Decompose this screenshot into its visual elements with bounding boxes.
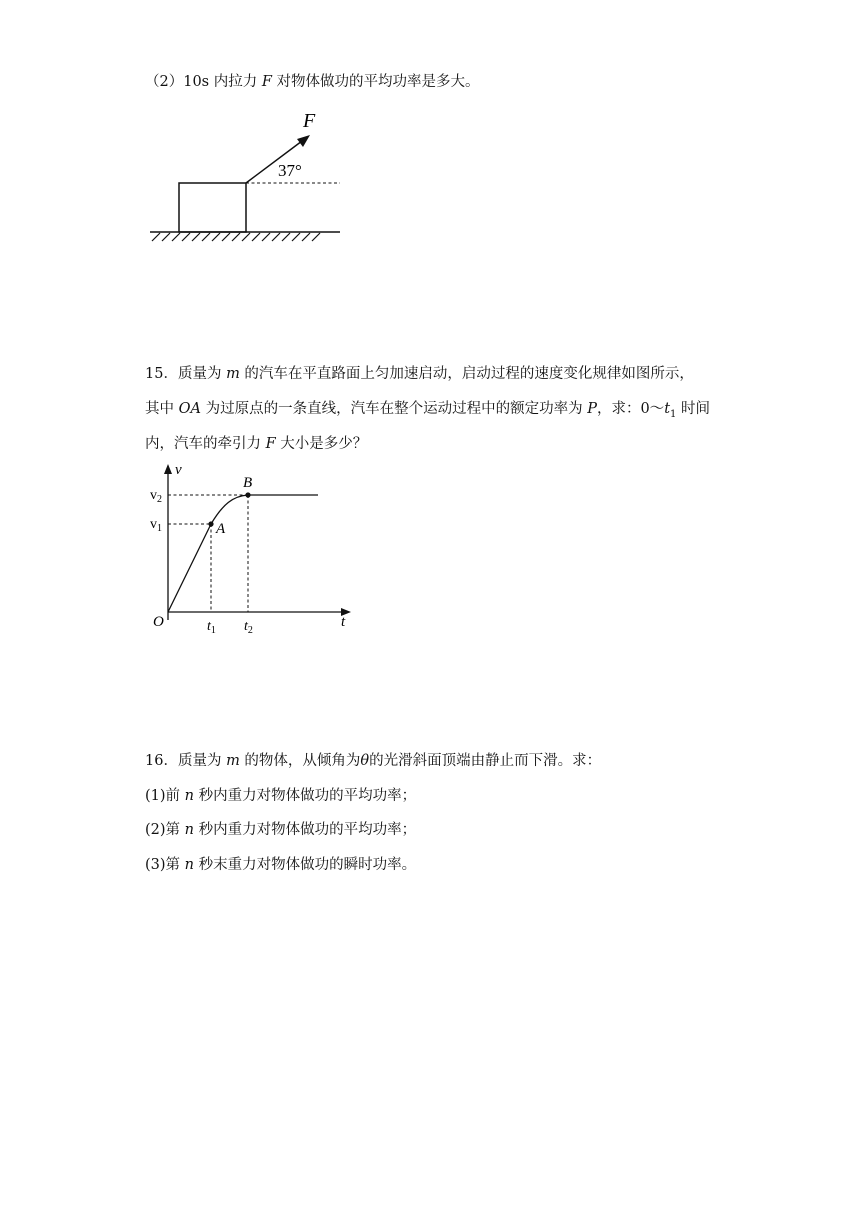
q15-line3: 内，汽车的牵引力 F 大小是多少？ (145, 436, 368, 452)
t2-label: $t_2$ (244, 619, 253, 636)
point-a-label: A (216, 521, 226, 537)
q15-line2: 其中 OA 为过原点的一条直线，汽车在整个运动过程中的额定功率为 P，求：$0\sim t_1$ 时间 (145, 401, 710, 420)
t1-label: $t_1$ (207, 619, 216, 636)
force-label: F (303, 110, 316, 132)
v-axis-label: v (175, 462, 182, 478)
q16-item2: (2)第 n 秒内重力对物体做功的平均功率； (145, 822, 417, 838)
point-b-dot (245, 492, 250, 497)
velocity-time-graph (145, 460, 360, 640)
point-b-label: B (243, 475, 253, 491)
q16-item1: (1)前 n 秒内重力对物体做功的平均功率； (145, 788, 417, 804)
angle-label: 37° (278, 161, 302, 180)
velocity-curve (168, 495, 318, 612)
q16-item3: (3)第 n 秒末重力对物体做功的瞬时功率。 (145, 857, 417, 873)
ground-hatching (152, 233, 320, 241)
point-a-dot (208, 521, 213, 526)
force-arrowhead (297, 135, 310, 147)
origin-label: O (153, 614, 164, 630)
v2-label: $v_2$ (150, 488, 162, 505)
force-diagram (140, 105, 355, 250)
block (179, 183, 246, 232)
q15-line1: 15．质量为 m 的汽车在平直路面上匀加速启动，启动过程的速度变化规律如图所示， (145, 366, 694, 382)
q16-line1: 16．质量为 m 的物体，从倾角为θ的光滑斜面顶端由静止而下滑。求： (145, 753, 602, 769)
v-axis-arrowhead (164, 464, 172, 474)
q14-part2-text: （2）10s 内拉力 F 对物体做功的平均功率是多大。 (145, 74, 480, 90)
t-axis-label: t (341, 614, 346, 630)
v1-label: $v_1$ (150, 517, 162, 534)
